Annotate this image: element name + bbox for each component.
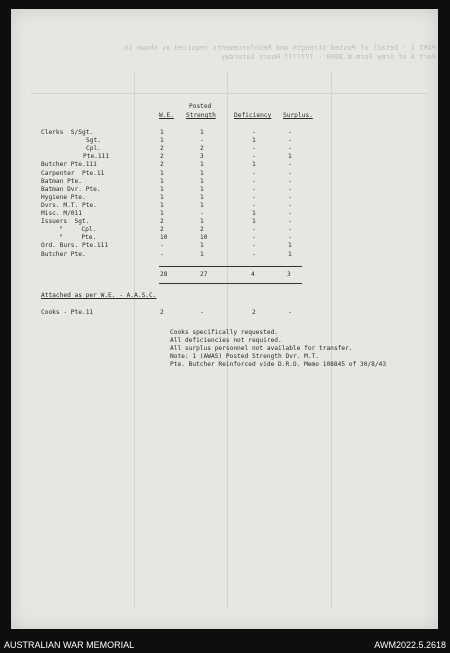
row-deficiency: 1 xyxy=(252,210,256,217)
row-deficiency: - xyxy=(252,129,256,136)
faint-rule xyxy=(134,71,135,609)
document-page xyxy=(11,9,438,629)
row-surplus: - xyxy=(288,201,292,209)
row-we: - xyxy=(160,250,164,258)
attached-heading: Attached as per W.E. - A.A.S.C. xyxy=(41,292,157,299)
header-surplus: Surplus. xyxy=(283,112,313,119)
row-surplus: - xyxy=(288,145,292,153)
row-we: 1 xyxy=(160,201,164,209)
row-label: Misc. M/011 xyxy=(41,210,82,217)
row-surplus: 1 xyxy=(288,153,292,161)
row-deficiency: - xyxy=(252,169,256,177)
row-strength: 10 xyxy=(200,234,208,242)
total-we: 28 xyxy=(160,271,168,278)
row-strength: 1 xyxy=(200,177,204,185)
row-strength: 1 xyxy=(200,161,204,169)
attached-strength: - xyxy=(200,309,204,316)
row-label: Carpenter Pte.11 xyxy=(41,169,105,177)
row-label: Issuers Sgt. xyxy=(41,218,90,226)
attached-deficiency: 2 xyxy=(252,309,256,316)
row-label: Ord. Burs. Pte.111 xyxy=(41,242,109,250)
header-posted: Posted xyxy=(189,103,212,110)
row-we: 2 xyxy=(160,153,164,161)
row-deficiency: - xyxy=(252,153,256,161)
row-strength: - xyxy=(200,210,204,217)
row-strength: 2 xyxy=(200,145,204,153)
row-strength: 2 xyxy=(200,226,204,234)
total-rule-bottom xyxy=(159,283,302,284)
row-deficiency: - xyxy=(252,250,256,258)
header-deficiency: Deficiency xyxy=(234,112,272,119)
note-line: All deficiencies not required. xyxy=(170,337,282,344)
row-deficiency: 1 xyxy=(252,137,256,145)
total-strength: 27 xyxy=(200,271,208,278)
attached-surplus: - xyxy=(288,309,292,316)
row-label: Butcher Pte.111 xyxy=(41,161,97,169)
row-we: 1 xyxy=(160,210,164,217)
footer-bar xyxy=(0,637,450,653)
row-deficiency: 1 xyxy=(252,161,256,169)
row-label: Clerks S/Sgt. xyxy=(41,129,94,136)
row-label: " Cpl. xyxy=(59,226,97,234)
row-strength: 1 xyxy=(200,185,204,193)
row-strength: 1 xyxy=(200,201,204,209)
row-deficiency: - xyxy=(252,234,256,242)
total-rule-top xyxy=(159,266,302,267)
row-deficiency: 1 xyxy=(252,218,256,226)
row-surplus: - xyxy=(288,177,292,185)
row-strength: 1 xyxy=(200,193,204,201)
row-label: Hygiene Pte. xyxy=(41,193,86,201)
header-we: W.E. xyxy=(159,112,174,119)
row-deficiency: - xyxy=(252,242,256,250)
row-we: 2 xyxy=(160,145,164,153)
note-line: All surplus personnel not available for transfer. xyxy=(170,345,353,352)
note-line: Cooks specifically requested. xyxy=(170,329,279,336)
row-label: Butcher Pte. xyxy=(41,250,86,258)
row-we: 1 xyxy=(160,177,164,185)
row-deficiency: - xyxy=(252,201,256,209)
row-we: 1 xyxy=(160,129,164,136)
row-we: 10 xyxy=(160,234,168,242)
row-deficiency: - xyxy=(252,145,256,153)
row-strength: 1 xyxy=(200,169,204,177)
footer-accession: AWM2022.5.2618 xyxy=(374,640,446,650)
row-surplus: - xyxy=(288,137,292,145)
row-label: " Pte. xyxy=(59,234,97,242)
row-we: 2 xyxy=(160,226,164,234)
row-we: 1 xyxy=(160,185,164,193)
row-we: - xyxy=(160,242,164,250)
row-we: 1 xyxy=(160,137,164,145)
header-strength: Strength xyxy=(186,112,216,119)
row-strength: 1 xyxy=(200,129,204,136)
row-surplus: - xyxy=(288,234,292,242)
note-line: Pte. Butcher Reinforced vide D.R.O. Memo 108845 of 30/8/43 xyxy=(170,361,387,368)
bleed-through-text: PART 1 - Detail of Posted Strength and Reinforcements required as shown in Part A of Army Form W.3009 - ??????? Hours Saturday xyxy=(124,44,436,61)
row-surplus: - xyxy=(288,193,292,201)
row-we: 1 xyxy=(160,193,164,201)
row-label: Pte.111 xyxy=(83,153,110,161)
row-we: 2 xyxy=(160,161,164,169)
row-label: Cpl. xyxy=(86,145,101,153)
row-deficiency: - xyxy=(252,177,256,185)
total-deficiency: 4 xyxy=(251,271,255,278)
row-deficiency: - xyxy=(252,193,256,201)
faint-rule xyxy=(331,71,332,609)
row-surplus: 1 xyxy=(288,242,292,250)
row-we: 1 xyxy=(160,169,164,177)
row-surplus: - xyxy=(288,185,292,193)
row-surplus: - xyxy=(288,210,292,217)
footer-source: AUSTRALIAN WAR MEMORIAL xyxy=(4,640,135,650)
row-strength: 3 xyxy=(200,153,204,161)
row-surplus: - xyxy=(288,169,292,177)
row-deficiency: - xyxy=(252,185,256,193)
row-strength: 1 xyxy=(200,250,204,258)
row-label: Sgt. xyxy=(86,137,101,145)
row-surplus: - xyxy=(288,129,292,136)
row-strength: 1 xyxy=(200,218,204,226)
row-deficiency: - xyxy=(252,226,256,234)
attached-we: 2 xyxy=(160,309,164,316)
note-line: Note: 1 (AWAS) Posted Strength Dvr. M.T. xyxy=(170,353,320,360)
attached-label: Cooks - Pte.11 xyxy=(41,309,94,316)
row-strength: - xyxy=(200,137,204,145)
row-surplus: - xyxy=(288,161,292,169)
row-strength: 1 xyxy=(200,242,204,250)
row-we: 2 xyxy=(160,218,164,226)
row-label: Dvrs. M.T. Pte. xyxy=(41,201,97,209)
row-surplus: - xyxy=(288,226,292,234)
row-surplus: 1 xyxy=(288,250,292,258)
row-surplus: - xyxy=(288,218,292,226)
row-label: Batman Pte. xyxy=(41,177,82,185)
faint-rule xyxy=(31,93,428,94)
total-surplus: 3 xyxy=(287,271,291,278)
row-label: Batman Dvr. Pte. xyxy=(41,185,101,193)
